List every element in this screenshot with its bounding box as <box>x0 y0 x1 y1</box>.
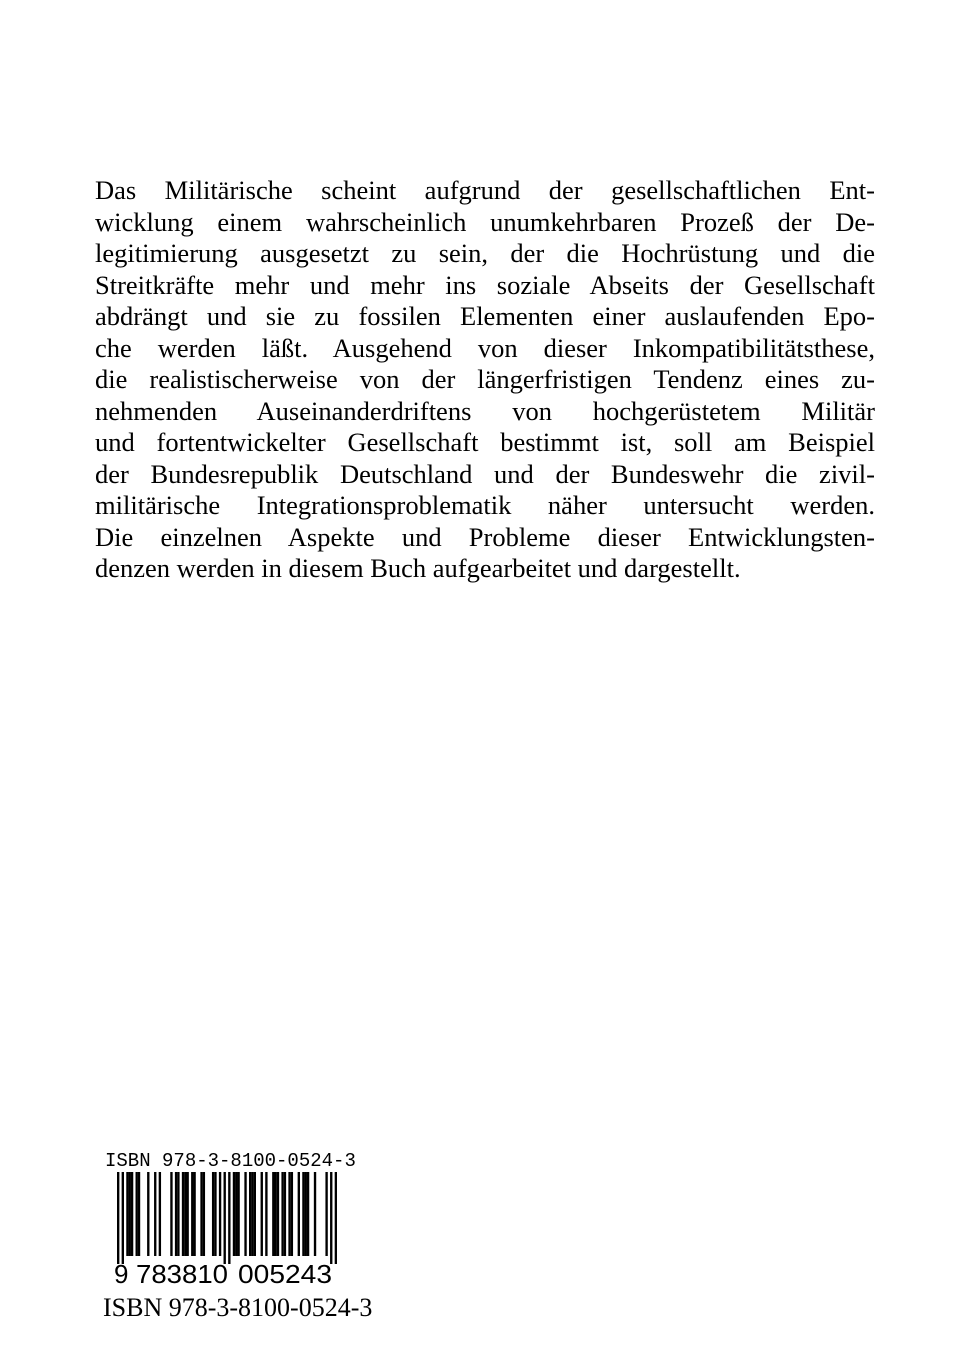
barcode-bar <box>138 1172 140 1256</box>
barcode-bar <box>274 1172 276 1256</box>
blurb-line: der Bundesrepublik Deutschland und der Bundeswehr die zivil- <box>95 458 875 489</box>
barcode-bar <box>244 1172 246 1256</box>
blurb-line: che werden läßt. Ausgehend von dieser Inkompatibilitätsthese, <box>95 332 875 363</box>
barcode-bar <box>219 1172 221 1256</box>
blurb-line: Streitkräfte mehr und mehr ins soziale Abseits der Gesellschaft <box>95 269 875 300</box>
barcode-bar <box>126 1172 128 1256</box>
blurb-line: Die einzelnen Aspekte und Probleme dieser Entwicklungsten- <box>95 521 875 552</box>
barcode-bar <box>129 1172 131 1256</box>
blurb-line: denzen werden in diesem Buch aufgearbeitet und dargestellt. <box>95 553 741 583</box>
barcode-bar <box>325 1172 327 1256</box>
barcode-bar <box>237 1172 239 1256</box>
barcode-bar <box>131 1172 133 1256</box>
blurb-line: die realistischerweise von der längerfristigen Tendenz eines zu- <box>95 364 875 394</box>
barcode-bar <box>284 1172 286 1256</box>
barcode-bar <box>291 1172 293 1256</box>
barcode-bar <box>214 1172 216 1256</box>
barcode-guard-bar <box>122 1172 124 1264</box>
barcode-bar <box>154 1172 156 1256</box>
barcode-bar <box>305 1172 307 1256</box>
barcode-bar <box>281 1172 283 1256</box>
barcode-bar <box>307 1172 309 1256</box>
barcode-bar <box>272 1172 274 1256</box>
barcode-right-digits: 005243 <box>238 1259 332 1288</box>
barcode-bar <box>233 1172 235 1256</box>
blurb-line: abdrängt und sie zu fossilen Elementen einer auslaufenden Epo- <box>95 301 875 331</box>
barcode-bar <box>159 1172 161 1256</box>
barcode-guard-bar <box>117 1172 119 1264</box>
barcode-bar <box>193 1172 195 1256</box>
blurb-line: Das Militärische scheint aufgrund der gesellschaftlichen Ent- <box>95 175 875 205</box>
barcode-bar <box>200 1172 202 1256</box>
barcode-bar <box>302 1172 304 1256</box>
barcode-digits <box>112 1258 342 1288</box>
barcode-left-digits: 783810 <box>136 1259 228 1288</box>
barcode-bar <box>235 1172 237 1256</box>
barcode-bar <box>288 1172 290 1256</box>
barcode-bar <box>136 1172 138 1256</box>
back-cover-blurb <box>95 175 875 585</box>
barcode-bar <box>261 1172 263 1256</box>
barcode-bar <box>251 1172 253 1256</box>
barcode-bar <box>314 1172 316 1256</box>
barcode-bar <box>277 1172 279 1256</box>
barcode-bar <box>191 1172 193 1256</box>
barcode-bar <box>170 1172 172 1256</box>
barcode-bar <box>254 1172 256 1256</box>
barcode-guard-bar <box>330 1172 332 1264</box>
barcode-guard-bar <box>228 1172 230 1264</box>
barcode-bar <box>249 1172 251 1256</box>
barcode-bar <box>186 1172 188 1256</box>
barcode-isbn-label: ISBN 978-3-8100-0524-3 <box>105 1150 356 1172</box>
barcode-bar <box>182 1172 184 1256</box>
blurb-line: nehmenden Auseinanderdriftens von hochgerüstetem Militär <box>95 395 875 426</box>
barcode-lead-digit: 9 <box>114 1259 129 1288</box>
barcode-bar <box>212 1172 214 1256</box>
blurb-line: und fortentwickelter Gesellschaft bestimmt ist, soll am Beispiel <box>95 427 875 457</box>
barcode-bar <box>147 1172 149 1256</box>
barcode-bar <box>177 1172 179 1256</box>
barcode-guard-bar <box>224 1172 226 1264</box>
barcode-bar <box>298 1172 300 1256</box>
barcode-bar <box>175 1172 177 1256</box>
barcode-bar <box>265 1172 267 1256</box>
barcode-guard-bar <box>335 1172 337 1264</box>
blurb-line: wicklung einem wahrscheinlich unumkehrbaren Prozeß der De- <box>95 206 875 237</box>
blurb-line: militärische Integrationsproblematik näher untersucht werden. <box>95 490 875 520</box>
ean13-barcode <box>117 1172 337 1264</box>
barcode-bar <box>203 1172 205 1256</box>
blurb-line: legitimierung ausgesetzt zu sein, der die Hochrüstung und die <box>95 238 875 268</box>
barcode-bar <box>184 1172 186 1256</box>
isbn-number: ISBN 978-3-8100-0524-3 <box>103 1293 373 1322</box>
